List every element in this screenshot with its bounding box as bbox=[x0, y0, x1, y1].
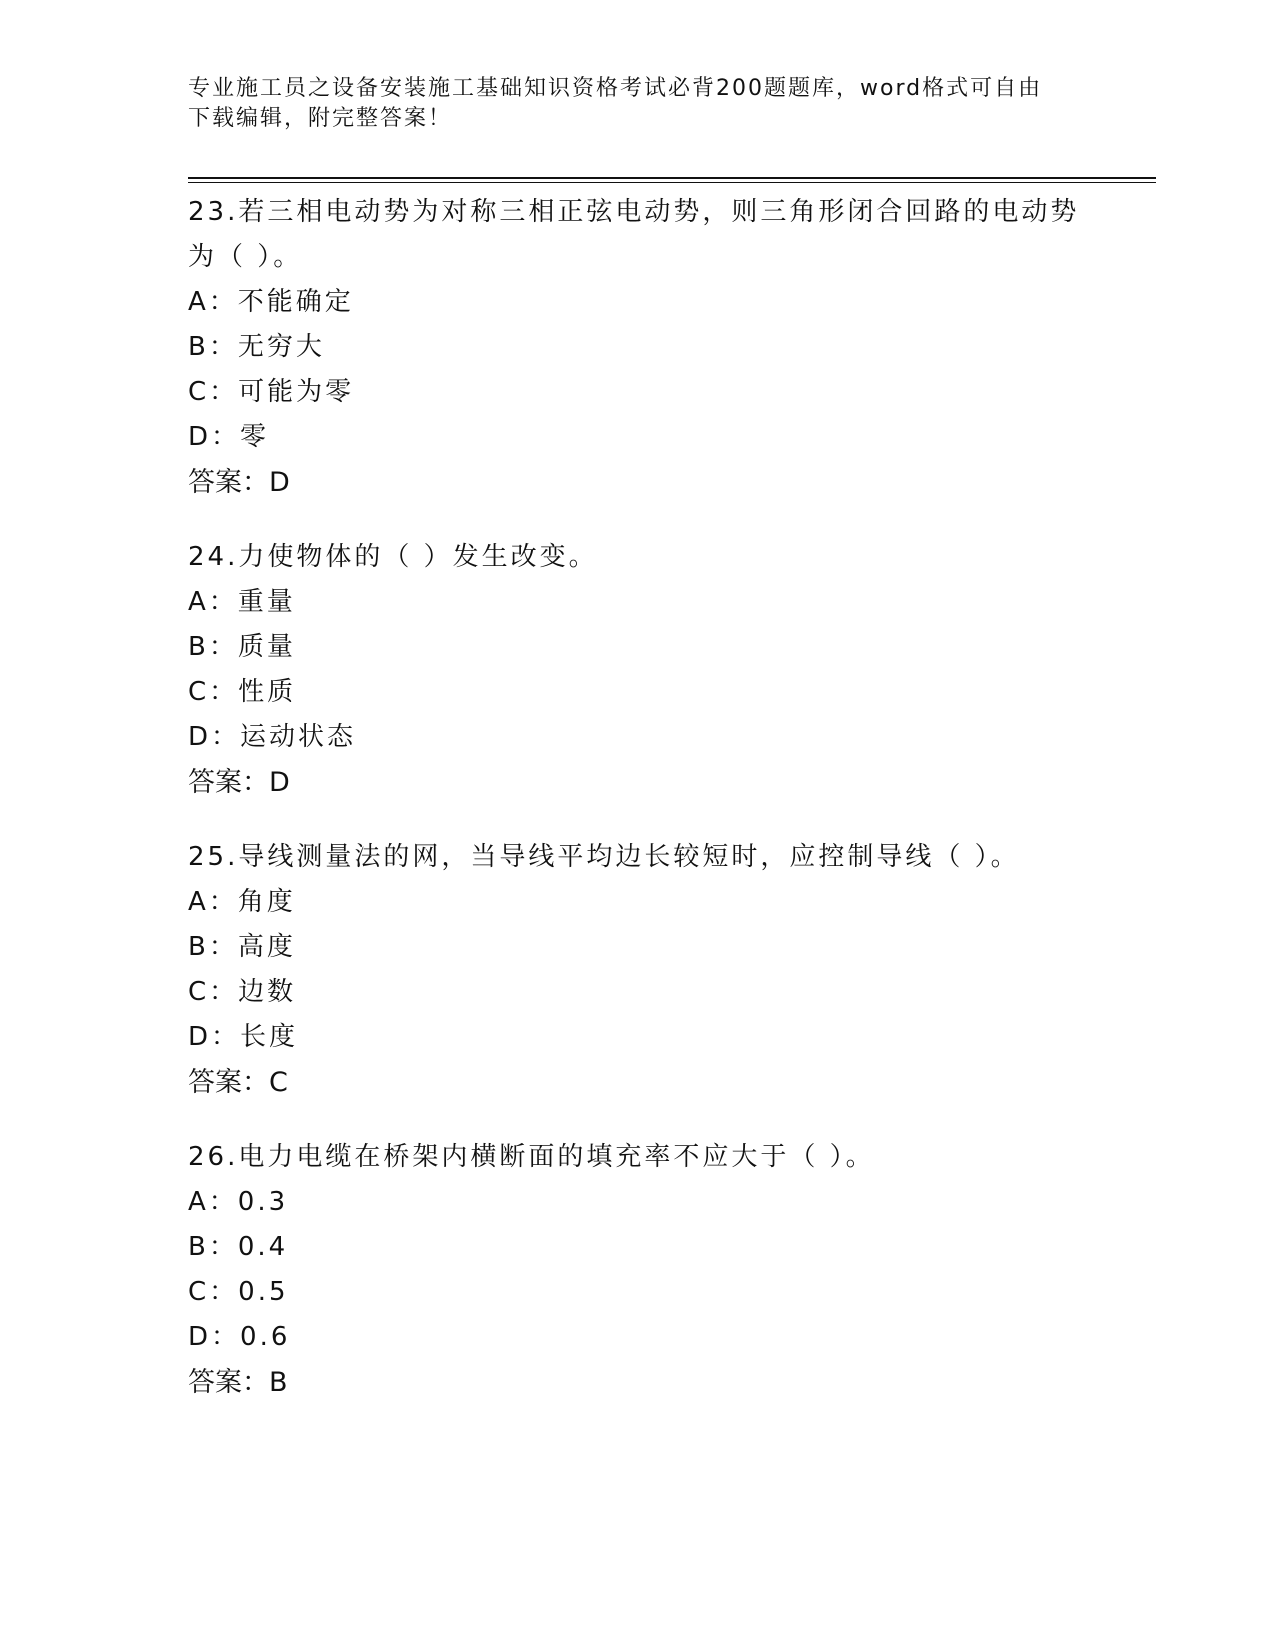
option-a: A：角度 bbox=[188, 887, 296, 917]
option-d: D：运动状态 bbox=[188, 722, 357, 752]
option-c: C：性质 bbox=[188, 677, 297, 707]
option-a: A：重量 bbox=[188, 587, 296, 617]
option-b: B：无穷大 bbox=[188, 332, 325, 362]
answer: 答案：D bbox=[188, 467, 290, 498]
option-b: B：质量 bbox=[188, 632, 296, 662]
question-stem: 23.若三相电动势为对称三相正弦电动势，则三角形闭合回路的电动势 bbox=[188, 197, 1080, 227]
question-24 bbox=[188, 535, 1128, 805]
option-d: D：零 bbox=[188, 422, 270, 452]
document-header bbox=[188, 74, 1088, 134]
option-c: C：0.5 bbox=[188, 1277, 289, 1307]
header-line-2: 下载编辑，附完整答案！ bbox=[188, 106, 453, 131]
question-list bbox=[188, 190, 1128, 1435]
question-stem: 24.力使物体的（ ）发生改变。 bbox=[188, 542, 598, 572]
answer: 答案：B bbox=[188, 1367, 288, 1398]
option-b: B：高度 bbox=[188, 932, 296, 962]
header-divider-thick bbox=[188, 177, 1156, 179]
header-line-1: 专业施工员之设备安装施工基础知识资格考试必背200题题库，word格式可自由 bbox=[188, 76, 1043, 101]
header-divider-thin bbox=[188, 182, 1156, 183]
answer: 答案：C bbox=[188, 1067, 288, 1098]
question-26 bbox=[188, 1135, 1128, 1405]
option-d: D：0.6 bbox=[188, 1322, 291, 1352]
question-stem: 26.电力电缆在桥架内横断面的填充率不应大于（ ）。 bbox=[188, 1142, 875, 1172]
question-stem-continued: 为（ ）。 bbox=[188, 242, 303, 272]
answer: 答案：D bbox=[188, 767, 290, 798]
option-d: D：长度 bbox=[188, 1022, 299, 1052]
option-a: A：0.3 bbox=[188, 1187, 289, 1217]
question-stem: 25.导线测量法的网，当导线平均边长较短时，应控制导线（ ）。 bbox=[188, 842, 1020, 872]
question-25 bbox=[188, 835, 1128, 1105]
question-23 bbox=[188, 190, 1128, 505]
option-b: B：0.4 bbox=[188, 1232, 289, 1262]
option-c: C：可能为零 bbox=[188, 377, 355, 407]
option-c: C：边数 bbox=[188, 977, 297, 1007]
option-a: A：不能确定 bbox=[188, 287, 354, 317]
